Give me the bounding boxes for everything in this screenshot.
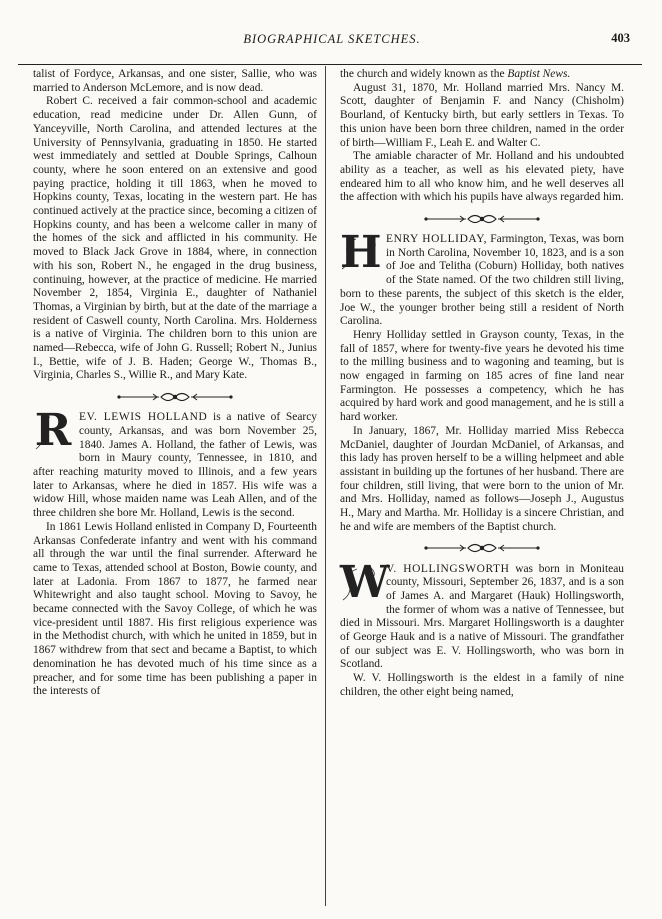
holliday-heading: ENRY HOLLIDAY,: [386, 233, 488, 246]
hollingsworth-opening-text: was born in Moniteau county, Missouri, September 26, 1837, and is a son of James A. and Margaret (Hauk) Hollingsworth, the former of whom was a native of Tennessee, but died in Missouri. Mrs. Margaret Hollingsworth is a daughter of George Hauk and is a native of Missouri. The grandfather of our subject was E. V. Hollingsworth, who was born in Scotland.: [340, 562, 624, 671]
holliday-opening: [340, 227, 624, 329]
running-head: BIOGRAPHICAL SKETCHES.: [243, 32, 421, 46]
dropcap-letter: R: [34, 405, 72, 457]
holliday-paragraph-2: Henry Holliday settled in Grayson county, Texas, in the fall of 1857, where for twenty-five years he devoted his time to the milling business and to wagoning and teaming, but is now engaged in farming on 185 acres of fine land near Farmington. He possesses a competency, which he has acquired by hard work and good management, and he is still a hard worker.: [340, 328, 624, 424]
hollingsworth-heading: V. HOLLINGSWORTH: [386, 562, 510, 575]
dropcap-letter: W: [340, 556, 390, 608]
dropcap-letter: H: [340, 227, 382, 279]
page-header: [26, 32, 638, 50]
page-number: 403: [611, 31, 630, 45]
header-rule: [18, 64, 642, 65]
column-divider: [325, 66, 326, 906]
ornament-icon: [115, 390, 235, 404]
ornament-icon: [422, 212, 542, 226]
holliday-opening-text: Farmington, Texas, was born in North Carolina, November 10, 1823, and is a son of Joe and Telitha (Coburn) Holliday, both natives of the State named. Of the two children still living, born to these parents, the subject of this sketch is the elder, Joe W., the younger brother being still a resident of North Carolina.: [340, 233, 624, 328]
continued-paragraph: talist of Fordyce, Arkansas, and one sister, Sallie, who was married to Anderson McLemore, and is now dead.: [33, 68, 317, 94]
ornament-icon: [422, 541, 542, 555]
section-ornament: [33, 388, 317, 405]
holland-heading: EV. LEWIS HOLLAND: [79, 411, 208, 424]
dropcap-w: [340, 556, 390, 608]
continued-paragraph-right: [340, 68, 624, 82]
section-ornament: [340, 540, 624, 557]
holland-opening-text: is a native of Searcy county, Arkansas, and was born November 25, 1840. James A. Holland, the father of Lewis, was born in Maury county, Tennessee, in 1810, and after reaching maturity moved to Illinois, and a few years later to Arkansas, where he died in 1857. His wife was a widow Hill, whose maiden name was Leah Allen, and of the three children she bore Mr. Holland, Lewis is the second.: [33, 411, 317, 520]
marriage-paragraph: August 31, 1870, Mr. Holland married Mrs. Nancy M. Scott, daughter of Benjamin F. and Nancy (Chisholm) Bourland, of Kentucky birth, but early settlers in Texas. To this union have been born three children, named in the order of birth—William F., Leah E. and Walter C.: [340, 81, 624, 149]
entry-henry-holliday: [340, 227, 624, 534]
entry-wv-hollingsworth: [340, 556, 624, 700]
robert-paragraph: Robert C. received a fair common-school and academic education, read medicine under Dr. Allen Gunn, of Yanceyville, North Carolina, and attended lectures at the University of Pennsylvania, graduating in 1850. He started west immediately and settled at Double Springs, Calhoun county, where he soon entered on an extensive and good paying practice, holding it till 1863, when he moved to Hopkins county, Texas, locating in the western part. He has continued actively at the practice since, becoming a citizen of Hopkins county, and has been a welcome caller in many of the homes of the sick and afflicted in his community. He moved to Black Jack Grove in 1884, where, in connection with his son, Robert N., he engaged in the drug business, continuing, however, at the practice of medicine. He married November 2, 1854, Virginia E., daughter of Nathaniel Thomas, a Virginian by birth, but at the date of the marriage a resident of Caswell county, North Carolina. Mrs. Holderness is a native of Virginia. The children born to this union are named—Rebecca, wife of John G. Russell; Robert N., Junius I., Bettie, wife of J. B. Haden; George W., Thomas B., Virginia, Charles S., Willie R., and Mary Kate.: [33, 95, 317, 382]
holliday-paragraph-3: In January, 1867, Mr. Holliday married Miss Rebecca McDaniel, daughter of Jourdan McDaniel, of Arkansas, and this lady has proven herself to be a willing helpmeet and able assistant in building up the fortunes of her husband. There are four children, still living, that were born to the union of Mr. and Mrs. Holliday, named as follows—Joseph J., Augustus H., Mary and Martha. Mr. Holliday is a sincere Christian, and he and wife are members of the Baptist church.: [340, 424, 624, 533]
continued-text: the church and widely known as the: [340, 68, 508, 80]
dropcap-r: [33, 405, 73, 457]
section-ornament: [340, 210, 624, 227]
holland-opening: [33, 405, 317, 521]
amiable-paragraph: The amiable character of Mr. Holland and his undoubted ability as a teacher, as well as his elevated piety, have endeared him to all who know him, and he well deserves all the affection with which his pupils have always regarded him.: [340, 150, 624, 204]
hollingsworth-paragraph-2: W. V. Hollingsworth is the eldest in a family of nine children, the other eight being named,: [340, 672, 624, 698]
left-column: [33, 68, 317, 699]
holland-paragraph-2: In 1861 Lewis Holland enlisted in Company D, Fourteenth Arkansas Confederate infantry and went with his command all through the war until the final surrender. Afterward he came to Texas, attended school at Boston, Bowie county, and later at Ladonia. From 1867 to 1877, he farmed near Whitewright and also taught school. Moving to Savoy, he became connected with the Savoy College, of which he was vice-president until 1887. His first religious experience was in the Methodist church, with which he united in 1859, but in 1867 withdrew from that sect and became a Baptist, to which denomination he has devoted much of his time since as a preacher, and for some time has been publishing a paper in the interests of: [33, 520, 317, 698]
newspaper-title: Baptist News.: [507, 68, 571, 80]
entry-lewis-holland: [33, 405, 317, 699]
dropcap-h: [340, 227, 382, 279]
right-column: [340, 68, 624, 700]
